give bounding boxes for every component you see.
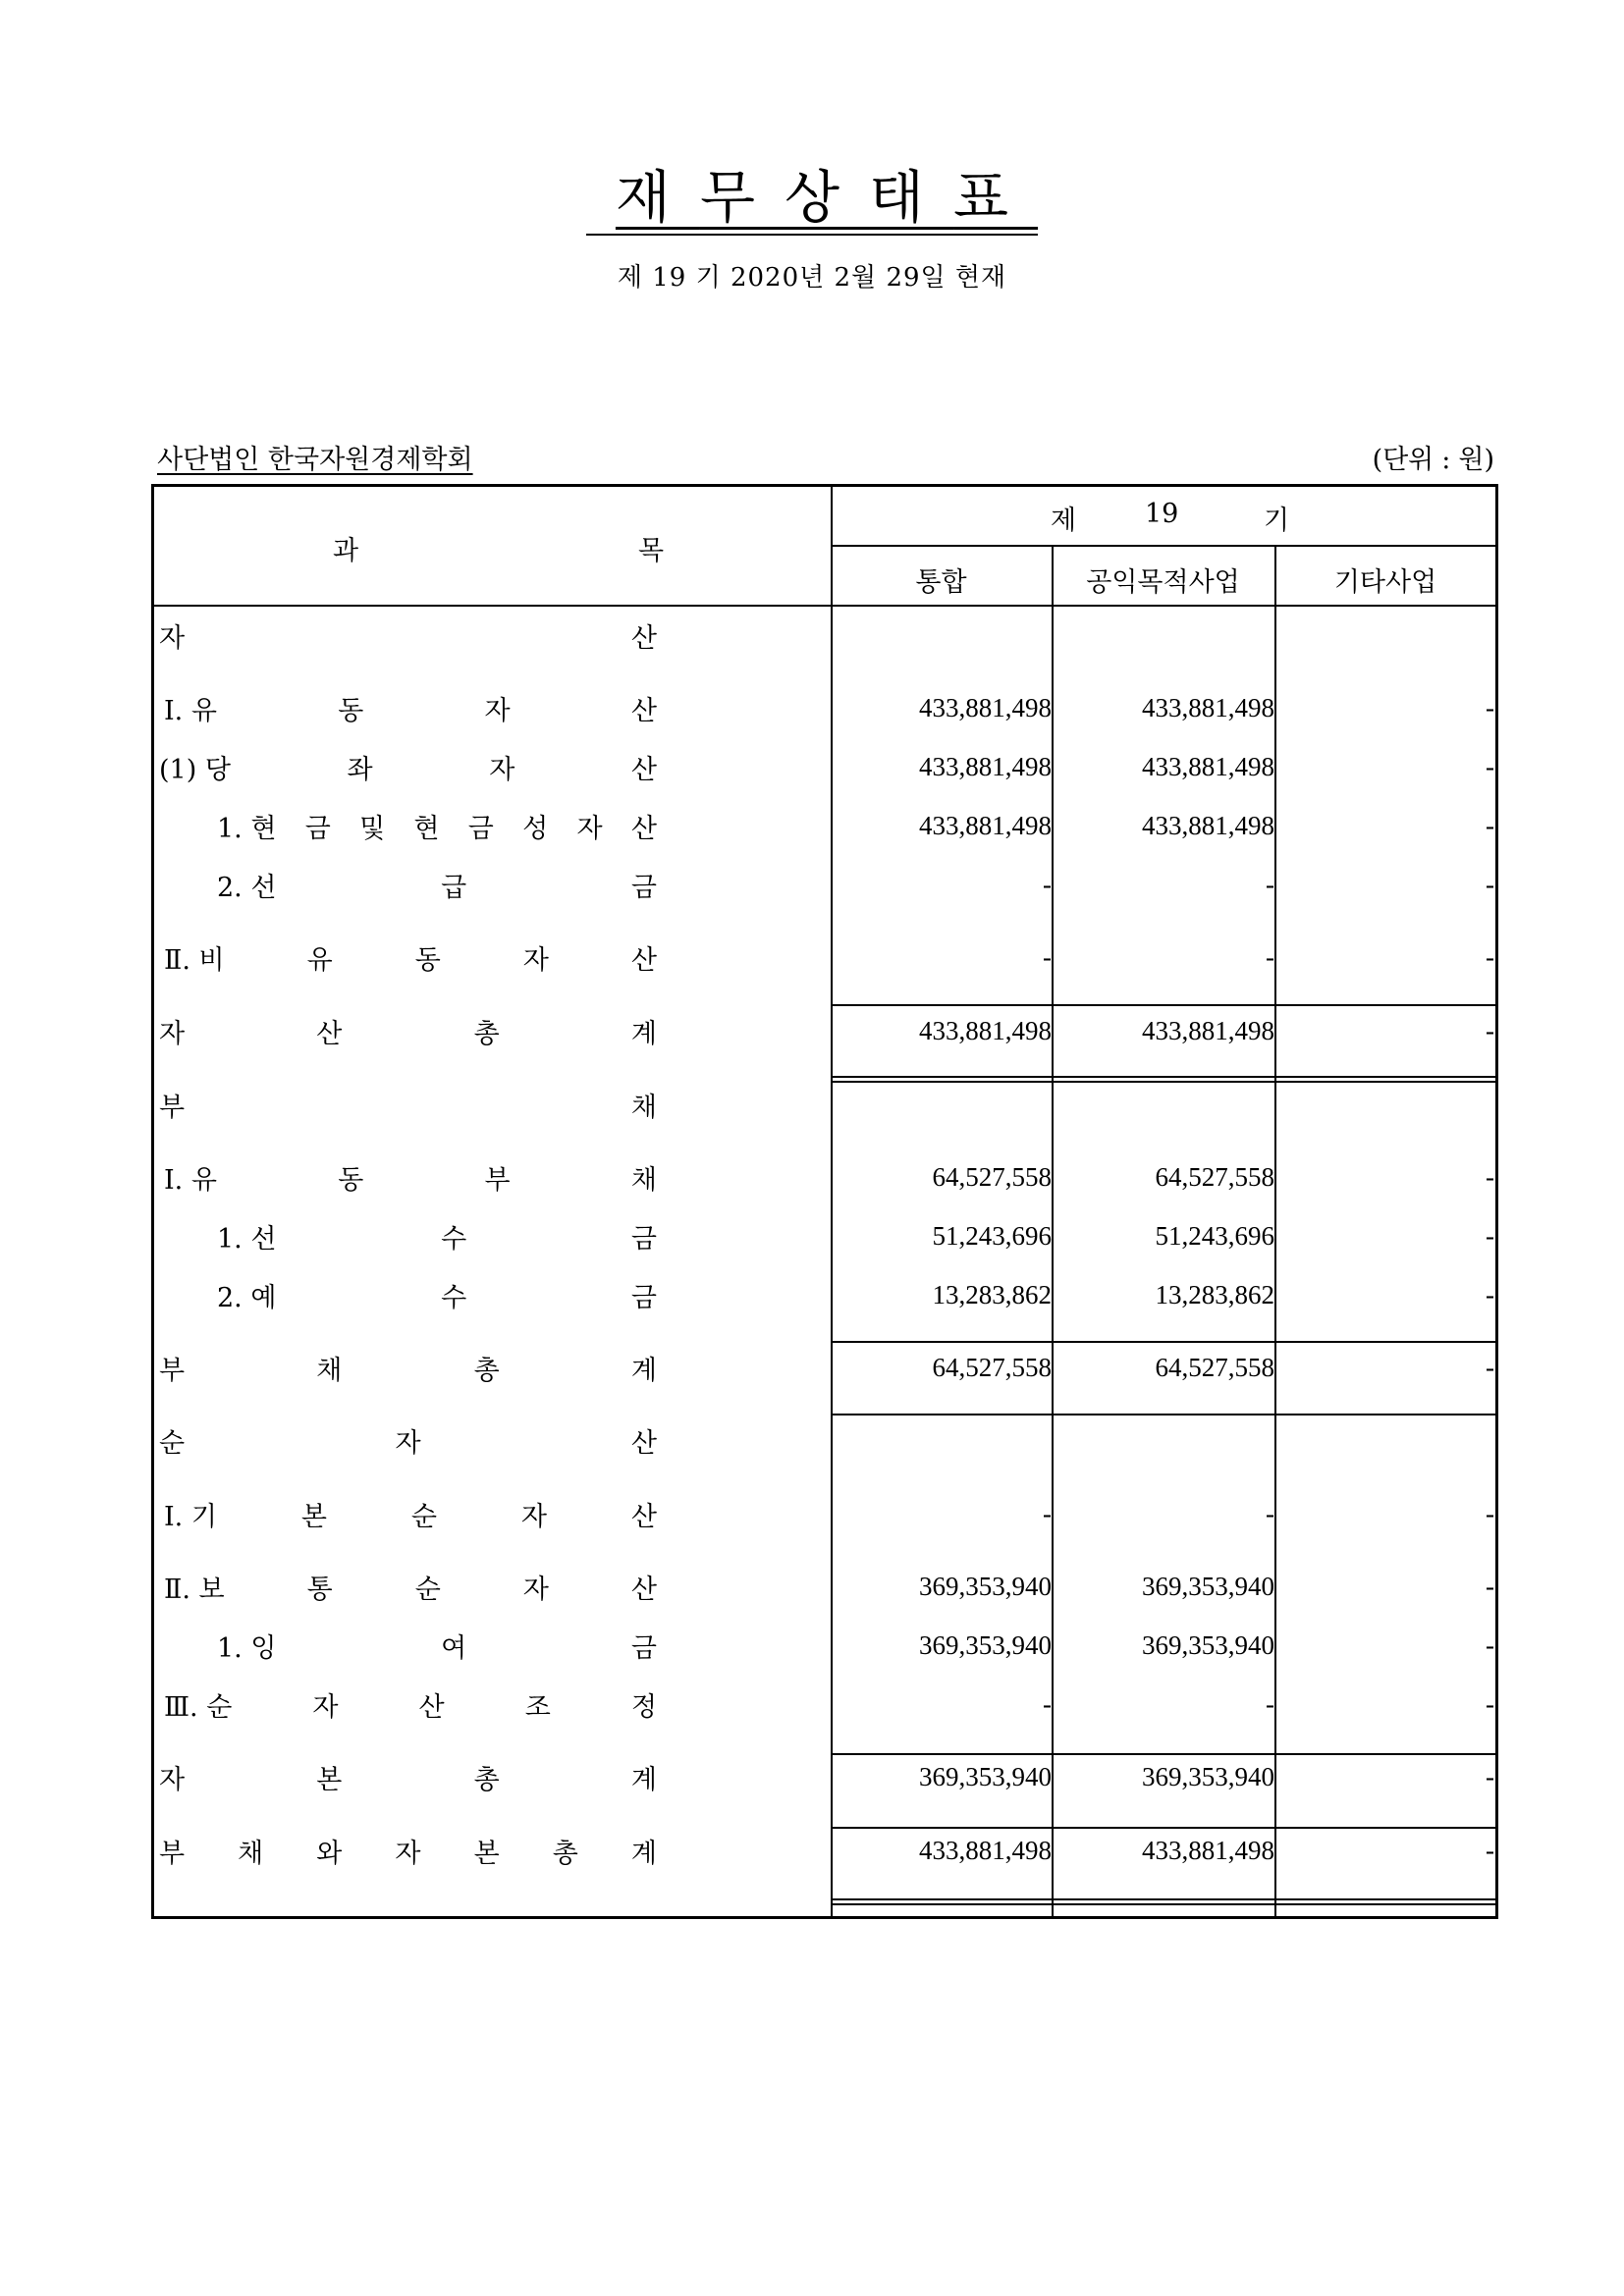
account-label [164,1684,657,1724]
amount-public-purpose: 433,881,498 [1142,693,1274,722]
account-label-part: 좌 [347,754,373,785]
account-label-part: 자 [395,1838,421,1869]
amount-other-business [1279,1085,1494,1124]
amount-total: 369,353,940 [919,1630,1052,1660]
amount-public-purpose: 13,283,862 [1155,1280,1274,1309]
account-label-part: 채 [316,1355,343,1386]
amount-other-business: - [1486,870,1494,899]
amount-total: 433,881,498 [919,752,1052,781]
account-label-part: 본 [473,1838,500,1869]
double-rule [831,1898,1496,1900]
amount-other-business: - [1486,1162,1494,1192]
account-label [159,1011,657,1050]
amount-public-purpose: 433,881,498 [1142,1836,1274,1865]
account-label-part: 유 [306,944,333,976]
amount-other-business: - [1486,1499,1494,1528]
account-label-part: 조 [524,1691,551,1723]
amount-public-purpose: 433,881,498 [1142,811,1274,840]
account-label [217,1626,657,1665]
account-label-part: 1. 선 [217,1223,277,1255]
amount-total: - [1043,870,1052,899]
amount-public-purpose: 369,353,940 [1142,1762,1274,1791]
account-label [164,937,657,977]
account-label [164,1567,657,1606]
amount-other-business: - [1486,693,1494,722]
amount-total: 433,881,498 [919,693,1052,722]
account-label [217,1216,657,1255]
unit-part: 원) [1458,445,1494,475]
amount-public-purpose: 51,243,696 [1155,1221,1274,1251]
title-char: 태 [869,164,954,231]
amount-other-business: - [1486,1762,1494,1791]
period-subtitle: 제 19 기 2020년 2월 29일 현재 [617,263,1007,293]
header-divider [831,545,1496,547]
table-row [154,1831,1501,1870]
account-label-part: 여 [441,1632,467,1664]
account-label-part: Ⅰ. 유 [164,695,217,726]
amount-total: - [1043,1689,1052,1719]
account-label-part: 동 [414,944,441,976]
account-label-part: 산 [316,1018,343,1049]
account-label [159,1085,657,1124]
amount-total: 369,353,940 [919,1572,1052,1601]
account-label-part: 금 [630,872,657,903]
amount-public-purpose: - [1266,942,1274,972]
account-label-part: 자 [489,754,515,785]
total-top-line [831,1341,1496,1343]
account-label [164,1494,657,1533]
account-label-part: 자 [522,944,549,976]
amount-total: 433,881,498 [919,1016,1052,1045]
amount-total [836,1085,1052,1124]
account-label-part: 계 [630,1355,657,1386]
account-label [159,1420,657,1460]
account-label-part: 수 [441,1282,467,1313]
total-top-line [831,1827,1496,1829]
double-rule [831,1903,1496,1905]
amount-other-business: - [1486,1689,1494,1719]
account-label-part: Ⅰ. 유 [164,1164,217,1196]
unit-label [1373,438,1494,476]
account-label-part: 총 [473,1018,500,1049]
total-top-line [831,1004,1496,1006]
header-bottom-line [154,605,1496,607]
account-label-part: 금 [467,813,494,844]
amount-other-business: - [1486,1572,1494,1601]
table-row [154,747,1501,786]
column-header-other: 기타사업 [1333,567,1437,598]
account-label-part: 산 [630,622,657,654]
account-label-part: (1) 당 [159,754,231,785]
account-label-part: Ⅰ. 기 [164,1501,217,1532]
total-bottom-line [831,1414,1496,1415]
amount-total: - [1043,942,1052,972]
account-label-part: 자 [484,695,511,726]
account-label-part: Ⅱ. 비 [164,944,225,976]
document-title [0,165,1624,236]
account-label-part: 성 [522,813,549,844]
account-label-part: 계 [630,1764,657,1795]
amount-other-business [1279,1420,1494,1460]
account-label-part: 2. 선 [217,872,277,903]
title-char: 표 [953,164,1039,231]
amount-total: 64,527,558 [932,1162,1052,1192]
account-label [217,806,657,845]
account-label-part: 현 [413,813,440,844]
account-label-part: 자 [395,1427,421,1459]
account-label-part: 자 [520,1501,547,1532]
amount-public-purpose [1056,1420,1274,1460]
amount-total: - [1043,1499,1052,1528]
account-label [164,688,657,727]
amount-public-purpose: 369,353,940 [1142,1630,1274,1660]
total-top-line [831,1753,1496,1755]
account-label-part: 통 [306,1574,333,1605]
amount-other-business: - [1486,942,1494,972]
account-label-part: 순 [159,1427,186,1459]
amount-public-purpose [1056,1085,1274,1124]
amount-public-purpose: 64,527,558 [1155,1162,1274,1192]
account-label-part: 금 [630,1282,657,1313]
table-row [154,615,1501,655]
account-label-part: 부 [159,1355,186,1386]
account-label-part: Ⅱ. 보 [164,1574,225,1605]
table-row [154,1494,1501,1533]
column-header-total: 통합 [915,567,967,598]
account-label-part: 산 [630,695,657,726]
account-label-part: 동 [338,695,364,726]
amount-total [836,615,1052,655]
account-label-part: 채 [630,1164,657,1196]
table-row [154,688,1501,727]
table-row [154,865,1501,904]
account-label-part: 총 [473,1355,500,1386]
subject-header-char: 목 [638,536,665,566]
column-header-public: 공익목적사업 [1086,567,1240,598]
account-label-part: 총 [552,1838,578,1869]
account-label-part: 산 [630,813,657,844]
amount-public-purpose: 433,881,498 [1142,752,1274,781]
period-header-part: 제 [1051,506,1077,536]
account-label [159,1757,657,1796]
account-label-part: 금 [304,813,331,844]
account-label [159,615,657,655]
account-label-part: 산 [630,754,657,785]
table-row [154,1011,1501,1050]
account-label-part: 본 [300,1501,327,1532]
amount-other-business: - [1486,1353,1494,1382]
amount-other-business: - [1486,1630,1494,1660]
account-label-part: 금 [630,1223,657,1255]
account-label-part: 급 [441,872,467,903]
unit-part: (단위 [1372,445,1435,475]
amount-public-purpose: - [1266,1689,1274,1719]
table-row [154,1216,1501,1255]
account-label-part: 동 [338,1164,364,1196]
account-label-part: 자 [312,1691,339,1723]
title-char: 무 [699,164,785,231]
unit-part: : [1441,445,1451,475]
amount-public-purpose [1056,615,1274,655]
account-label-part: Ⅲ. 순 [164,1691,233,1723]
amount-other-business: - [1486,811,1494,840]
double-rule [831,1076,1496,1078]
title-char: 상 [784,164,870,231]
amount-public-purpose: - [1266,1499,1274,1528]
account-label-part: 정 [630,1691,657,1723]
account-label-part: 산 [630,1501,657,1532]
title-char: 재 [615,164,700,231]
account-label-part: 및 [359,813,386,844]
table-row [154,1626,1501,1665]
account-label-part: 2. 예 [217,1282,277,1313]
account-label-part: 순 [410,1501,437,1532]
amount-total: 369,353,940 [919,1762,1052,1791]
account-label-part: 계 [630,1838,657,1869]
double-rule [831,1081,1496,1083]
period-header-part: 기 [1264,506,1290,536]
account-label-part: 와 [316,1838,343,1869]
amount-total: 433,881,498 [919,1836,1052,1865]
amount-total: 13,283,862 [932,1280,1052,1309]
account-label-part: 산 [630,944,657,976]
table-row [154,937,1501,977]
account-label-part: 수 [441,1223,467,1255]
amount-other-business: - [1486,1280,1494,1309]
table-row [154,806,1501,845]
table-row [154,1757,1501,1796]
amount-public-purpose: 369,353,940 [1142,1572,1274,1601]
table-row [154,1567,1501,1606]
account-label-part: 자 [576,813,603,844]
amount-other-business: - [1486,1016,1494,1045]
account-label-part: 부 [159,1092,186,1123]
amount-public-purpose: 433,881,498 [1142,1016,1274,1045]
account-label [159,1831,657,1870]
amount-public-purpose: 64,527,558 [1155,1353,1274,1382]
account-label-part: 1. 현 [217,813,277,844]
table-row [154,1420,1501,1460]
account-label-part: 자 [159,1764,186,1795]
account-label-part: 1. 잉 [217,1632,277,1664]
account-label-part: 금 [630,1632,657,1664]
account-label-part: 순 [414,1574,441,1605]
table-row [154,1157,1501,1197]
account-label [217,865,657,904]
account-label [159,1348,657,1387]
amount-total: 433,881,498 [919,811,1052,840]
period-header-part: 19 [1145,499,1179,529]
account-label-part: 자 [522,1574,549,1605]
account-label-part: 산 [630,1574,657,1605]
amount-other-business: - [1486,752,1494,781]
table-row [154,1085,1501,1124]
account-label-part: 총 [473,1764,500,1795]
account-label-part: 계 [630,1018,657,1049]
amount-public-purpose: - [1266,870,1274,899]
table-row [154,1275,1501,1314]
account-label [217,1275,657,1314]
amount-other-business: - [1486,1221,1494,1251]
account-label-part: 채 [630,1092,657,1123]
account-label-part: 부 [484,1164,511,1196]
account-label-part: 산 [418,1691,445,1723]
table-row [154,1348,1501,1387]
account-label-part: 산 [630,1427,657,1459]
balance-sheet-table [151,484,1498,1919]
subject-header-char: 과 [333,536,359,566]
account-label [164,1157,657,1197]
account-label-part: 자 [159,622,186,654]
account-label-part: 채 [238,1838,264,1869]
table-row [154,1684,1501,1724]
amount-total [836,1420,1052,1460]
amount-other-business [1279,615,1494,655]
amount-total: 64,527,558 [932,1353,1052,1382]
organization-name: 사단법인 한국자원경제학회 [157,445,473,475]
amount-other-business: - [1486,1836,1494,1865]
account-label [159,747,657,786]
account-label-part: 본 [316,1764,343,1795]
amount-total: 51,243,696 [932,1221,1052,1251]
account-label-part: 부 [159,1838,186,1869]
account-label-part: 자 [159,1018,186,1049]
